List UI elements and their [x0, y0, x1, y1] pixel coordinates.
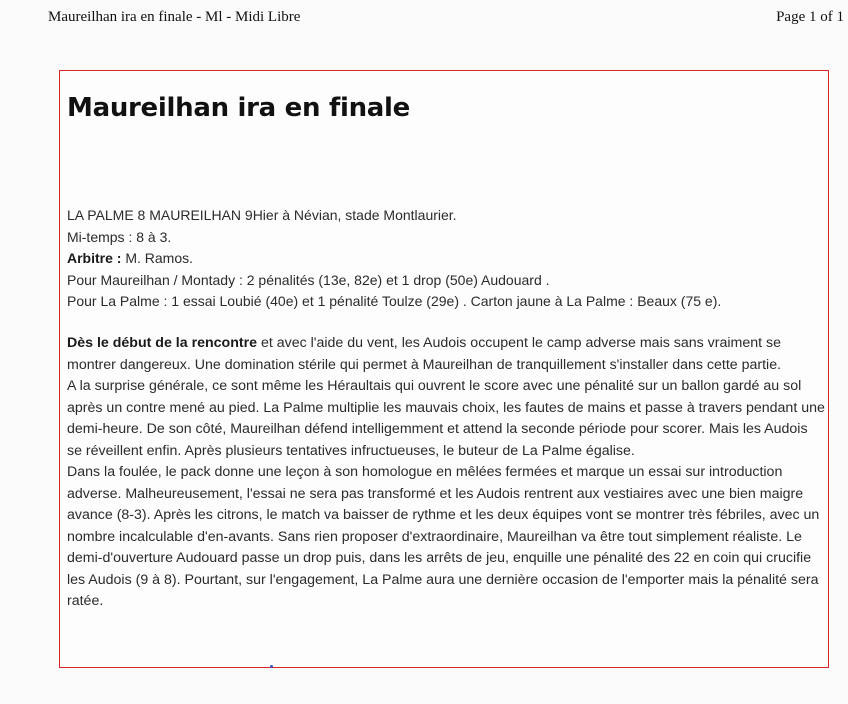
body-paragraph-2: A la surprise générale, ce sont même les Héraultais qui ouvrent le score avec une pénalité sur un ballon gardé au sol après un contre mené au pied. La Palme multiplie les mauvais choix, les fautes de mains et passe à travers pendant une demi-heure. De son côté, Maureilhan défend intelligemment et attend la seconde période pour scorer. Mais les Audois se réveillent enfin. Après plusieurs tentatives infructueuses, le buteur de La Palme égalise. [67, 378, 825, 459]
referee-line [67, 248, 827, 270]
referee-name: M. Ramos. [121, 250, 194, 266]
score-line: LA PALME 8 MAUREILHAN 9Hier à Névian, stade Montlaurier. [67, 207, 457, 223]
page-number: Page 1 of 1 [776, 9, 844, 25]
body-paragraph-3: Dans la foulée, le pack donne une leçon à son homologue en mêlées fermées et marque un essai sur introduction adverse. Malheureusement, l'essai ne sera pas transformé et les Audois rentrent aux vestiaires avec une bien maigre avance (8-3). Après les citrons, le match va baisser de rythme et les deux équipes vont se montrer très fébriles, avec un nombre incalculable d'en-avants. Sans rien proposer d'extraordinaire, Maureilhan va être tout simplement réaliste. Le demi-d'ouverture Audouard passe un drop puis, dans les arrêts de jeu, enquille une pénalité des 22 en coin qui crucifie les Audois (9 à 8). Pourtant, sur l'engagement, La Palme aura une dernière occasion de l'emporter mais la pénalité sera ratée. [67, 464, 820, 609]
match-info [67, 205, 827, 313]
referee-label: Arbitre : [67, 250, 122, 266]
body-paragraph-1 [67, 333, 825, 376]
lapalme-scorers: Pour La Palme : 1 essai Loubié (40e) et 1 pénalité Toulze (29e) . Carton jaune à La Palme : Beaux (75 e). [67, 293, 722, 309]
lead-bold: Dès le début de la rencontre [67, 335, 258, 351]
article-frame [59, 70, 829, 668]
lead-text: et avec l'aide du vent, les Audois occupent le camp adverse mais sans vraiment se montrer dangereux. Une domination stérile qui permet à Maureilhan de tranquillement s'installer dans cette partie. [67, 335, 782, 373]
maureilhan-scorers: Pour Maureilhan / Montady : 2 pénalités (13e, 82e) et 1 drop (50e) Audouard . [67, 271, 550, 288]
scan-dot [270, 665, 273, 668]
print-header [48, 9, 848, 31]
halftime-score: Mi-temps : 8 à 3. [67, 228, 172, 245]
article-title: Maureilhan ira en finale [67, 93, 410, 123]
article-body [67, 333, 825, 613]
page-header-title: Maureilhan ira en finale - Ml - Midi Libre [48, 9, 301, 25]
